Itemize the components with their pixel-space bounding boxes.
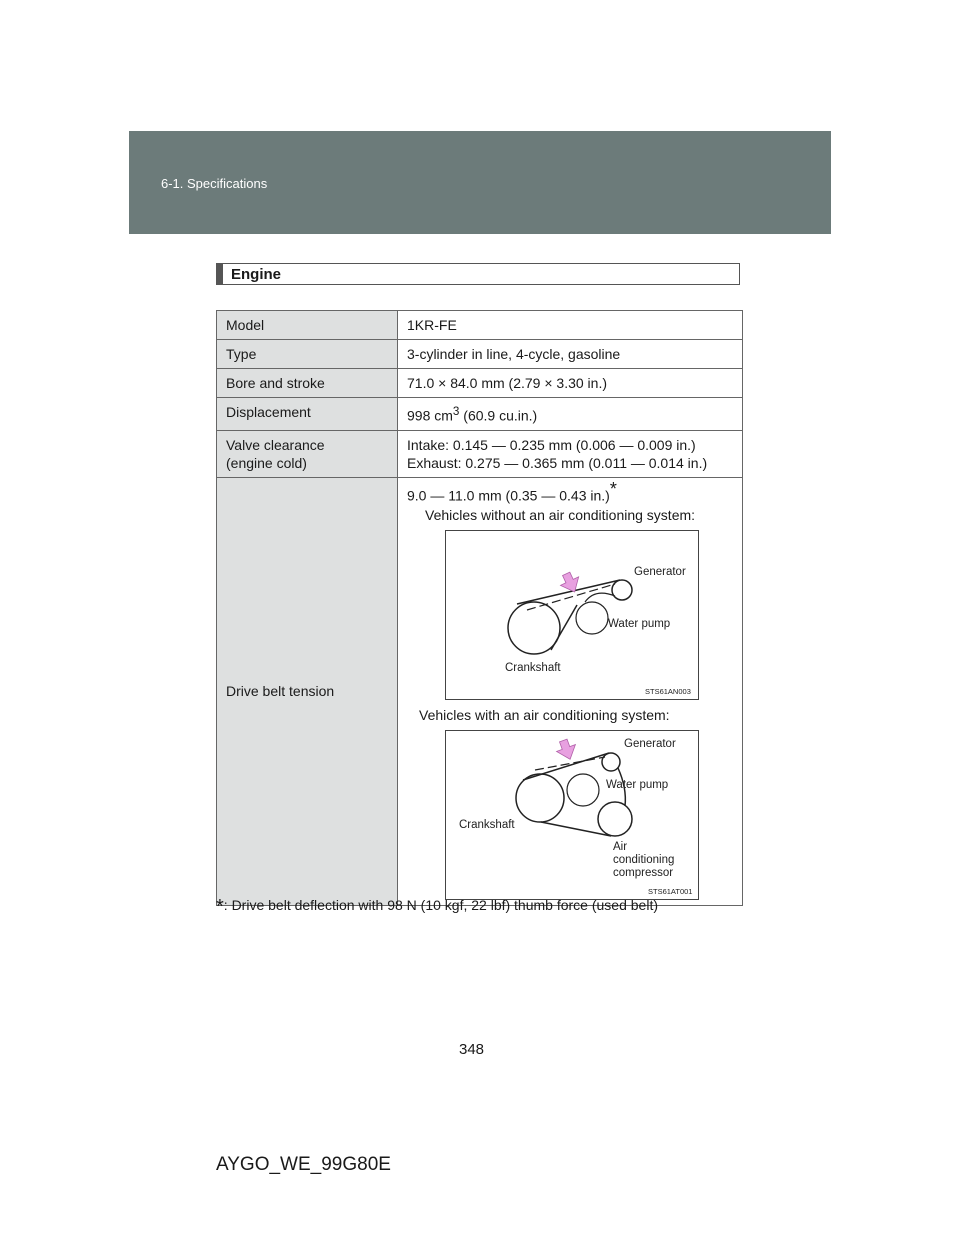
label-water-pump: Water pump [608,618,671,631]
figure-code: STS61AT001 [648,887,693,897]
label-water-pump: Water pump [606,779,669,792]
table-row [217,398,743,431]
row-label: Bore and stroke [217,369,398,398]
page-number: 348 [459,1041,485,1058]
row-value: 1KR-FE [398,311,743,340]
label-line: (engine cold) [226,454,307,471]
row-value [398,477,743,906]
footnote-star: * [609,478,617,499]
row-label: Displacement [217,398,398,431]
row-label: Type [217,340,398,369]
heading-accent [217,264,223,284]
table-row [217,369,743,398]
label-ac-line1: Air [613,841,628,854]
footnote-star: * [216,896,224,918]
row-value: 71.0 × 84.0 mm (2.79 × 3.30 in.) [398,369,743,398]
footnote [216,896,658,919]
belt-tension-value: 9.0 — 11.0 mm (0.35 — 0.43 in.) [407,487,610,504]
value-line: Exhaust: 0.275 — 0.365 mm (0.011 — 0.014 in.) [407,454,708,471]
row-label [217,430,398,477]
value-line: Intake: 0.145 — 0.235 mm (0.006 — 0.009 in.) [407,436,696,453]
label-ac-line3: compressor [613,867,674,880]
row-value [398,430,743,477]
label-crankshaft: Crankshaft [459,819,515,832]
engine-spec-table [216,310,743,906]
caption-with-ac: Vehicles with an air conditioning system: [419,707,670,724]
row-value: 3-cylinder in line, 4-cycle, gasoline [398,340,743,369]
table-row [217,311,743,340]
row-value [398,398,743,431]
footnote-text: : Drive belt deflection with 98 N (10 kgf, 22 lbf) thumb force (used belt) [223,897,659,913]
row-label: Drive belt tension [217,477,398,906]
table-row [217,340,743,369]
label-generator: Generator [624,738,676,751]
label-generator: Generator [634,566,686,579]
table-row [217,430,743,477]
label-line: Valve clearance [226,436,325,453]
belt-diagram-with-ac [445,730,699,900]
displacement-suffix: (60.9 cu.in.) [459,407,538,424]
row-label: Model [217,311,398,340]
engine-heading-bar [216,263,740,285]
engine-heading: Engine [231,266,282,283]
displacement-superscript: 3 [452,405,460,418]
section-title: 6-1. Specifications [161,176,268,191]
document-code: AYGO_WE_99G80E [216,1154,391,1175]
belt-diagram-without-ac [445,530,699,700]
table-row [217,477,743,906]
figure-code: STS61AN003 [645,687,691,697]
displacement-value: 998 cm [407,407,453,424]
header-band [129,131,831,234]
label-crankshaft: Crankshaft [505,662,561,675]
caption-without-ac: Vehicles without an air conditioning system: [425,507,696,524]
label-ac-line2: conditioning [613,854,675,867]
